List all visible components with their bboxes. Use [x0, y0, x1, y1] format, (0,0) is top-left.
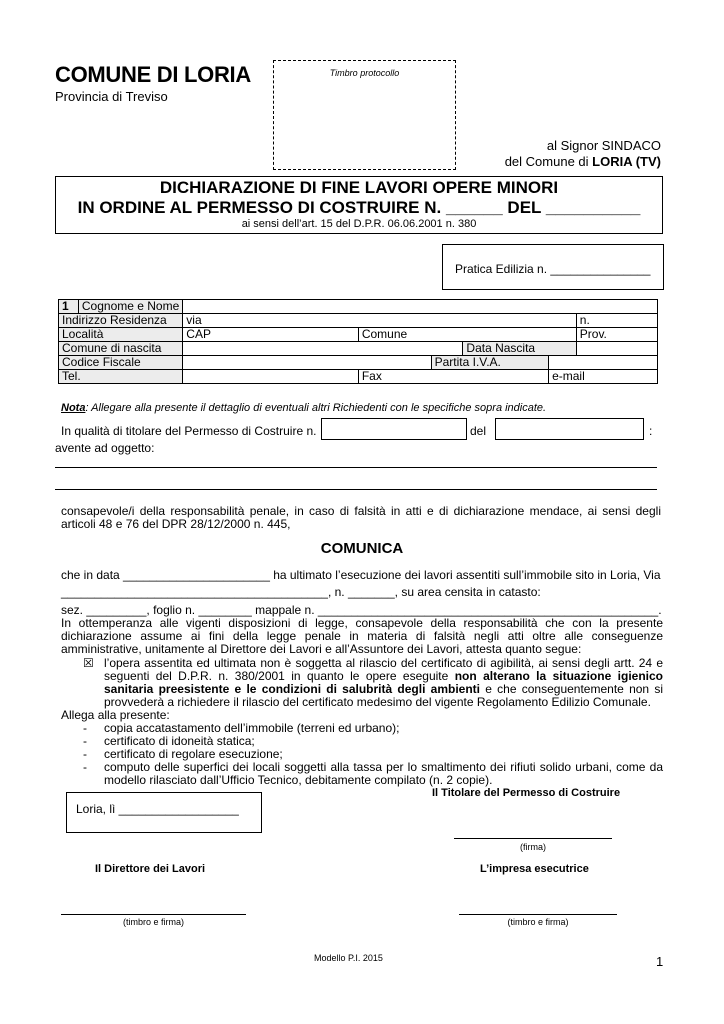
provincia-label: Provincia di Treviso — [55, 89, 168, 104]
dash-icon: - — [83, 760, 87, 774]
impresa-signature-line[interactable] — [459, 914, 617, 915]
data-nascita-field[interactable] — [576, 342, 657, 356]
localita-label: Località — [59, 328, 183, 342]
oggetto-label: avente ad oggetto: — [55, 441, 155, 455]
allegato-text: computo delle superfici dei locali soggetti alla tassa per lo smaltimento dei rifiuti solido urbani, come da modello rilasciato dall’Ufficio Tecnico, debitamente compilato (n. 2 copie). — [104, 760, 663, 787]
comune-nascita-label: Comune di nascita — [59, 342, 183, 356]
codice-fiscale-field[interactable] — [183, 356, 431, 370]
attestation-part2: e che conseguentemente non si provvederà a richiedere il rilascio del certificato medesimo del vigente Regolamento Edilizio Comunale. — [104, 682, 663, 709]
titolare-colon: : — [649, 424, 653, 438]
prov-field[interactable]: Prov. — [576, 328, 657, 342]
cognome-label: Cognome e Nome — [78, 300, 182, 314]
oggetto-line-2[interactable] — [55, 489, 657, 490]
addressee-prefix: del Comune di — [504, 154, 593, 169]
consapevole-text: consapevole/i della responsabilità penale, in caso di falsità in atti e di dichiarazione mendace, ai sensi degli articoli 48 e 76 del DPR 28/12/2000 n. 445, — [61, 504, 661, 531]
titolare-prefix: In qualità di titolare del Permesso di Costruire n. — [61, 424, 317, 438]
allegato-text: certificato di idoneità statica; — [104, 734, 255, 748]
codice-fiscale-label: Codice Fiscale — [59, 356, 183, 370]
pratica-edilizia-field[interactable]: Pratica Edilizia n. _______________ — [442, 244, 664, 290]
oggetto-line-1[interactable] — [55, 467, 657, 468]
fax-field[interactable]: Fax — [358, 370, 548, 384]
addressee-line2 — [505, 154, 661, 169]
body-line3: sez. _________, foglio n. ________ mappale n. ___________________________________________________. — [61, 603, 662, 617]
document-title-line2: IN ORDINE AL PERMESSO DI COSTRUIRE N. ______ DEL __________ — [77, 198, 641, 217]
body-line2: ________________________________________, n. _______, su area censita in catasto: — [61, 585, 541, 599]
applicant-number: 1 — [59, 300, 79, 314]
attestation-part1: l’opera assentita ed ultimata non è soggetta al rilascio del certificato di agibilità, ai sensi degli artt. 24 e seguenti del D.P.R. n. 380/2001 in quanto le opere eseguite — [104, 656, 663, 683]
partita-iva-label: Partita I.V.A. — [431, 356, 548, 370]
dash-icon: - — [83, 721, 87, 735]
direttore-label: Il Direttore dei Lavori — [95, 863, 206, 875]
stamp-box — [273, 60, 456, 170]
dash-icon: - — [83, 747, 87, 761]
firma-caption: (firma) — [520, 842, 546, 852]
document-title-box — [55, 176, 663, 234]
allegato-text: certificato di regolare esecuzione; — [104, 747, 283, 761]
checkbox-checked-icon[interactable]: ☒ — [83, 656, 94, 670]
titolare-del-label: del — [470, 424, 487, 438]
law-reference: ai sensi dell’art. 15 del D.P.R. 06.06.2001 n. 380 — [241, 218, 477, 230]
permesso-date-field[interactable] — [495, 418, 644, 440]
titolare-signature-label: Il Titolare del Permesso di Costruire — [432, 787, 621, 799]
comune-field[interactable]: Comune — [358, 328, 576, 342]
dash-icon: - — [83, 734, 87, 748]
allegato-text: copia accatastamento dell’immobile (terreni ed urbano); — [104, 721, 400, 735]
place-date-field[interactable]: Loria, lì __________________ — [66, 792, 262, 833]
direttore-caption: (timbro e firma) — [122, 917, 184, 927]
impresa-caption: (timbro e firma) — [507, 917, 569, 927]
direttore-signature-line[interactable] — [61, 914, 246, 915]
note-text — [61, 402, 546, 414]
data-nascita-label: Data Nascita — [463, 342, 576, 356]
stamp-label: Timbro protocollo — [329, 68, 400, 78]
comunica-heading: COMUNICA — [320, 540, 404, 557]
comune-title: COMUNE DI LORIA — [55, 62, 251, 87]
impresa-label: L’impresa esecutrice — [480, 863, 589, 875]
attestation-bold: non alterano la situazione igienico sanitaria preesistente e le condizioni di salubrità degli ambienti — [104, 669, 664, 696]
document-title-line1: DICHIARAZIONE DI FINE LAVORI OPERE MINORI — [159, 178, 559, 197]
tel-label: Tel. — [59, 370, 183, 384]
comune-nascita-field[interactable] — [183, 342, 463, 356]
email-field[interactable]: e-mail — [549, 370, 658, 384]
allega-label: Allega alla presente: — [61, 708, 170, 722]
titolare-signature-line[interactable] — [454, 838, 612, 839]
applicant-data-table — [58, 299, 658, 384]
addressee-city: LORIA (TV) — [592, 154, 661, 169]
cognome-field[interactable] — [183, 300, 658, 314]
note-body: : Allegare alla presente il dettaglio di eventuali altri Richiedenti con le specifiche sopra indicate. — [85, 402, 547, 414]
via-field[interactable]: via — [183, 314, 576, 328]
attestation-text — [104, 657, 663, 709]
permesso-number-field[interactable] — [321, 418, 467, 440]
page-number: 1 — [656, 954, 664, 969]
note-label: Nota — [61, 402, 86, 414]
indirizzo-label: Indirizzo Residenza — [59, 314, 183, 328]
partita-iva-field[interactable] — [549, 356, 658, 370]
body-line1: che in data ______________________ ha ultimato l’esecuzione dei lavori assentiti sull’immobile sito in Loria, Via — [61, 568, 661, 582]
tel-field[interactable] — [183, 370, 359, 384]
cap-field[interactable]: CAP — [183, 328, 359, 342]
modello-label: Modello P.I. 2015 — [314, 953, 383, 963]
addressee-line1: al Signor SINDACO — [546, 138, 661, 153]
civico-field[interactable]: n. — [576, 314, 657, 328]
body-paragraph: In ottemperanza alle vigenti disposizioni di legge, consapevole della responsabilità che con la presente dichiarazione assume ai fini della legge penale in materia di falsità negli atti oltre alle conseguenze amministrative, unitamente al Direttore dei Lavori e all’Assuntore dei Lavori, attesta quanto segue: — [61, 616, 663, 656]
